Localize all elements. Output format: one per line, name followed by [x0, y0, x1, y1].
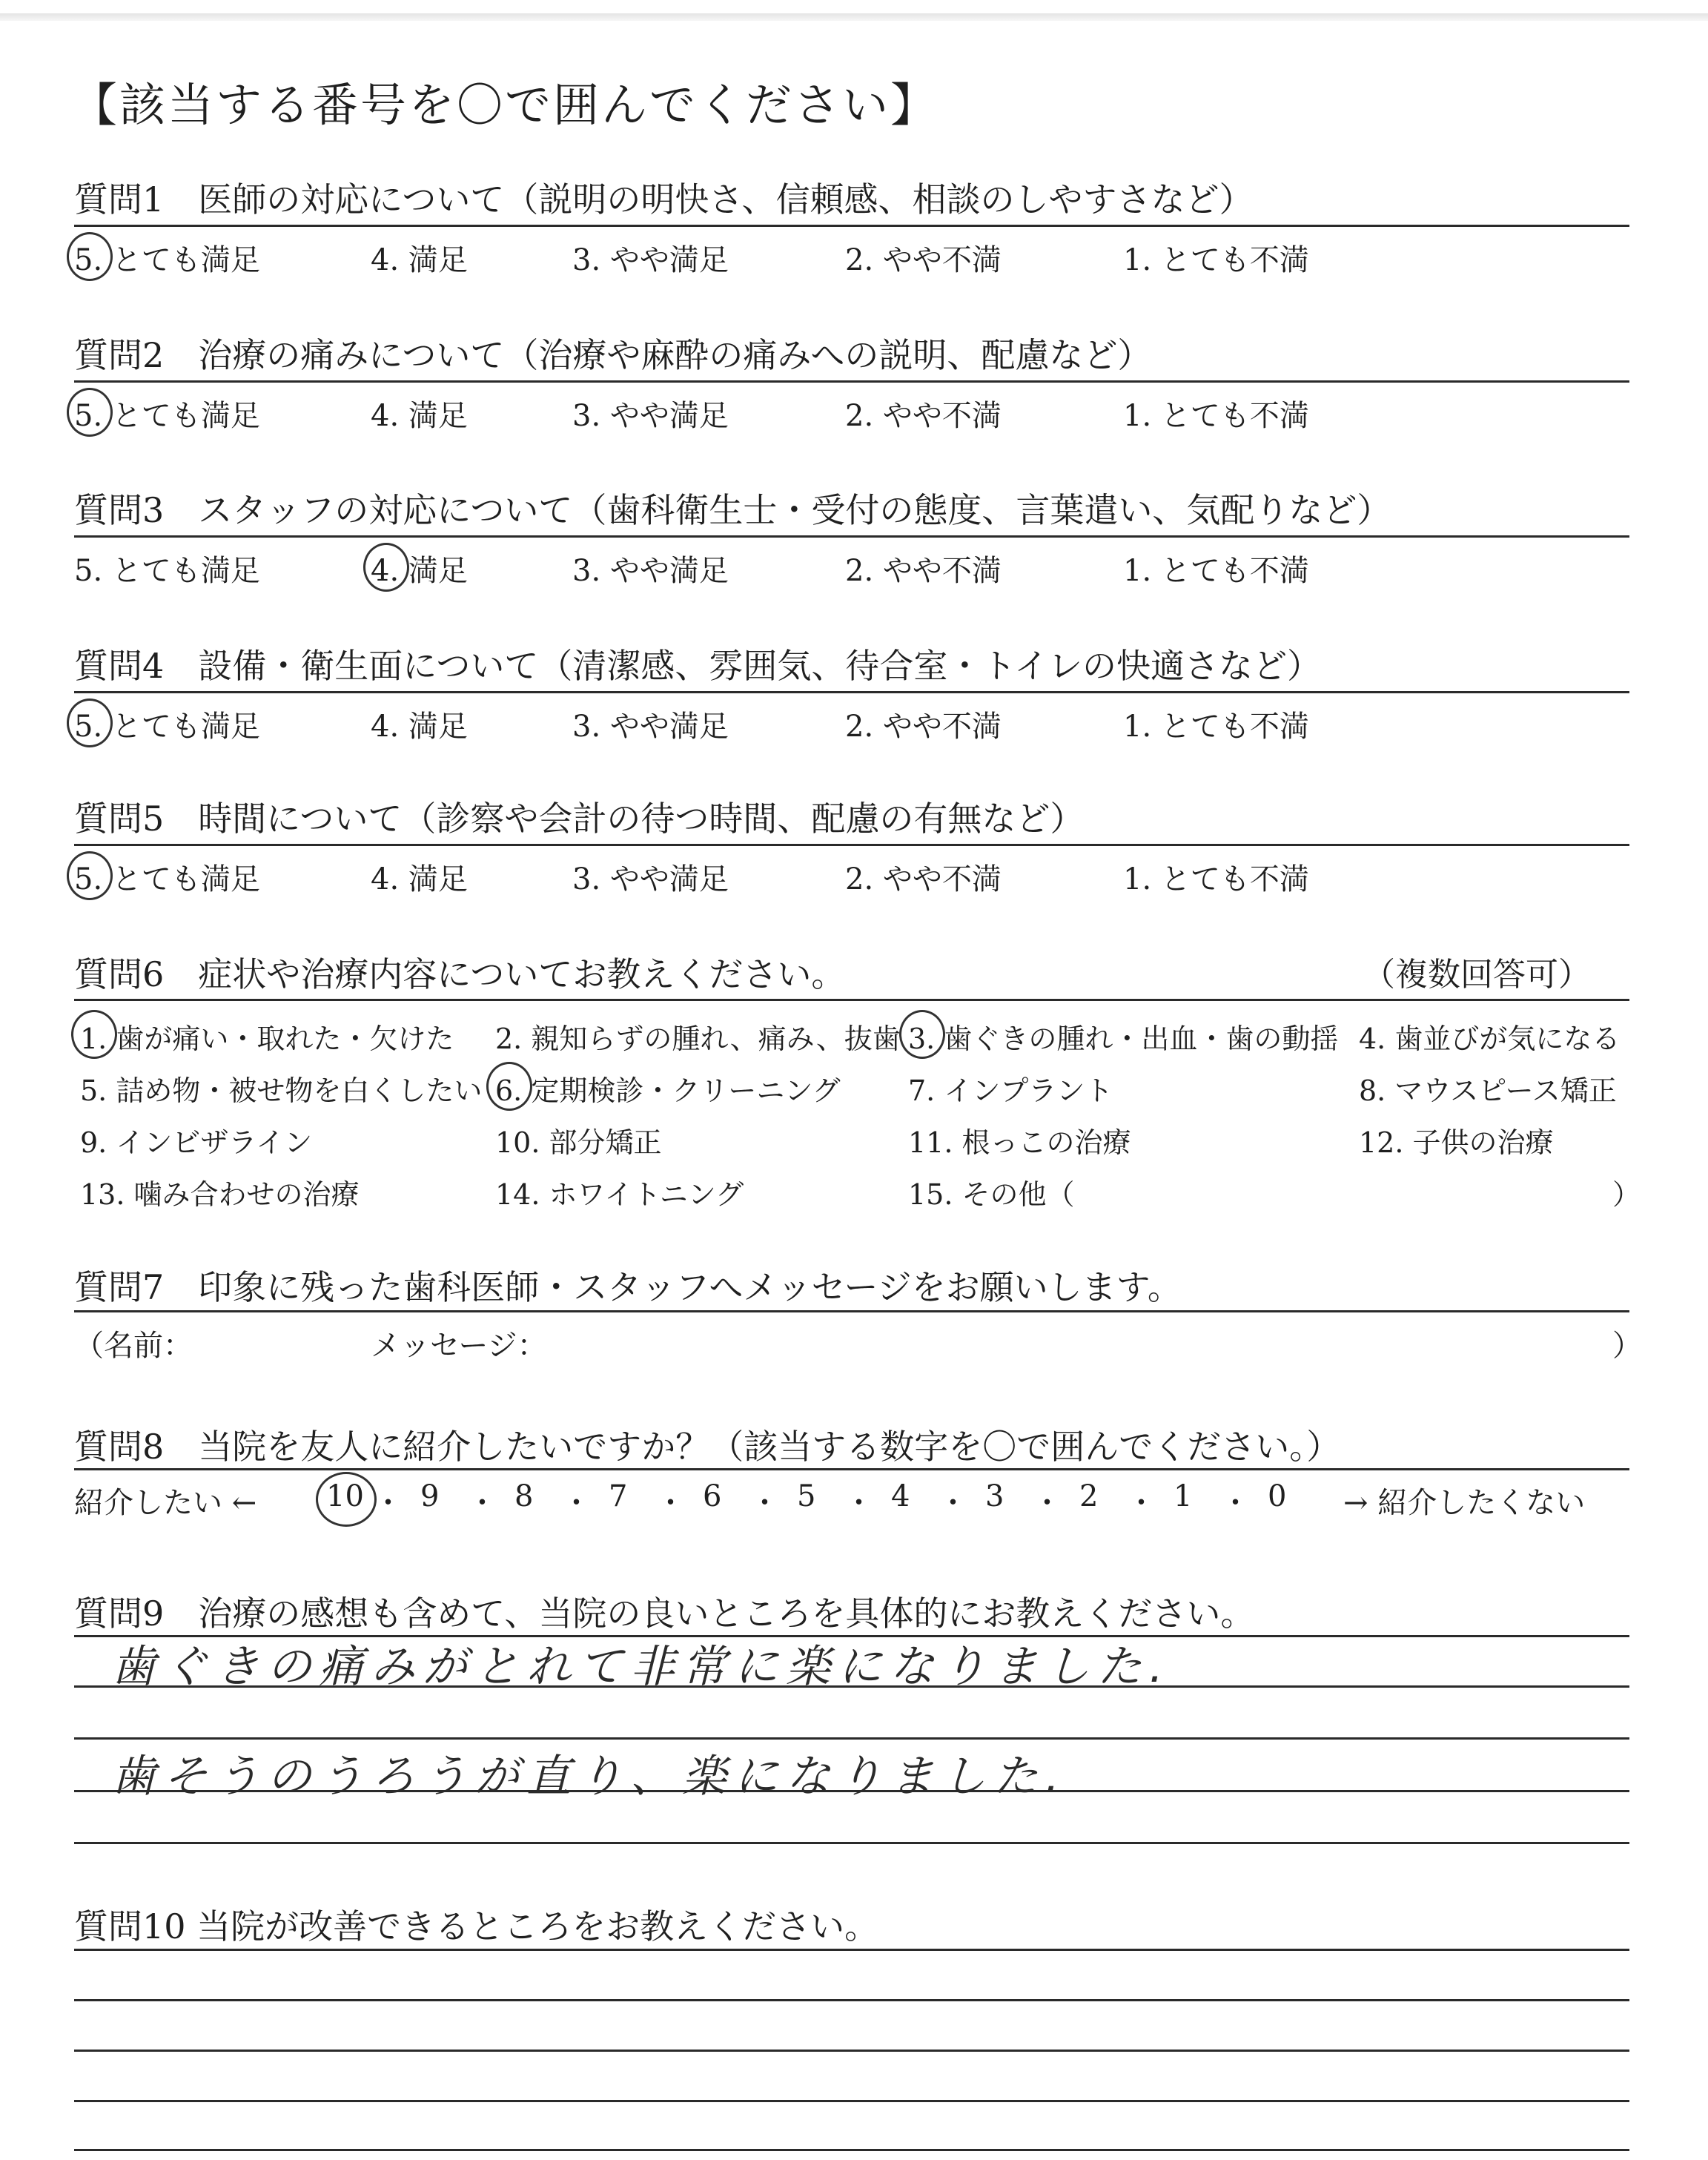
q3-option-5: 5. とても満足 [74, 554, 260, 588]
q2-option-3: 3. やや満足 [572, 399, 729, 433]
q9-answer-line-1: 歯ぐきの痛みがとれて非常に楽になりました. [111, 1641, 1171, 1693]
q8-scale-dot: ・ [1032, 1486, 1062, 1520]
q7-message-label: メッセージ： [371, 1329, 547, 1363]
q1-option-3: 3. やや満足 [572, 243, 729, 277]
q7-rule [74, 1310, 1629, 1312]
q2-option-2: 2. やや不満 [845, 399, 1002, 433]
q5-option-3: 3. やや満足 [572, 862, 729, 896]
q6-option-13: 13. 噛み合わせの治療 [80, 1178, 360, 1211]
q6-selected-circle-1 [71, 1010, 117, 1059]
q8-scale-6: 6 [703, 1479, 722, 1513]
q6-option-15: 15. その他（ [908, 1178, 1075, 1211]
q8-scale-5: 5 [797, 1479, 816, 1513]
q3-option-1: 1. とても不満 [1123, 554, 1309, 588]
q3-title: 質問3 スタッフの対応について（歯科衛生士・受付の態度、言葉遣い、気配りなど） [74, 490, 1391, 530]
q6-selected-circle-3 [899, 1010, 945, 1059]
q10-rule-2 [74, 1999, 1629, 2001]
q3-option-3: 3. やや満足 [572, 554, 729, 588]
q8-scale-7: 7 [609, 1479, 628, 1513]
q5-rule [74, 844, 1629, 846]
q6-option-3: 3. 歯ぐきの腫れ・出血・歯の動揺 [908, 1023, 1339, 1055]
q8-scale-dot: ・ [938, 1486, 968, 1520]
q8-right-label: → 紹介したくない [1343, 1486, 1586, 1520]
q8-scale-0: 0 [1268, 1479, 1287, 1513]
q8-rule [74, 1468, 1629, 1470]
q6-option-4: 4. 歯並びが気になる [1359, 1023, 1621, 1055]
q8-scale-dot: ・ [561, 1486, 592, 1520]
q3-rule [74, 535, 1629, 538]
q4-title: 質問4 設備・衛生面について（清潔感、雰囲気、待合室・トイレの快適さなど） [74, 646, 1322, 686]
q8-scale-4: 4 [891, 1479, 910, 1513]
q2-title: 質問2 治療の痛みについて（治療や麻酔の痛みへの説明、配慮など） [74, 335, 1152, 375]
q6-option-16: ） [1612, 1178, 1641, 1211]
q4-rule [74, 691, 1629, 693]
q8-scale-dot: ・ [1220, 1486, 1251, 1520]
q6-selected-circle-6 [486, 1062, 532, 1111]
q8-scale-2: 2 [1079, 1479, 1099, 1513]
q10-title: 質問10 当院が改善できるところをお教えください。 [74, 1906, 879, 1946]
q6-option-9: 9. インビザライン [80, 1126, 313, 1159]
q8-scale-10: 10 [326, 1479, 364, 1513]
q4-option-2: 2. やや不満 [845, 710, 1002, 744]
q8-scale-dot: ・ [749, 1486, 780, 1520]
scan-edge [0, 13, 1708, 21]
q1-title: 質問1 医師の対応について（説明の明快さ、信頼感、相談のしやすさなど） [74, 179, 1254, 219]
q6-option-11: 11. 根っこの治療 [908, 1126, 1131, 1159]
q5-title: 質問5 時間について（診察や会計の待つ時間、配慮の有無など） [74, 799, 1085, 839]
q1-option-1: 1. とても不満 [1123, 243, 1309, 277]
q3-option-4: 4. 満足 [371, 554, 468, 588]
q4-option-5: 5. とても満足 [74, 710, 260, 744]
page-title: 【該当する番号を〇で囲んでください】 [71, 78, 939, 132]
q6-title: 質問6 症状や治療内容についてお教えください。 [74, 954, 846, 994]
q2-option-4: 4. 満足 [371, 399, 468, 433]
q3-selected-circle [363, 543, 409, 592]
q1-option-2: 2. やや不満 [845, 243, 1002, 277]
q4-option-4: 4. 満足 [371, 710, 468, 744]
q5-option-2: 2. やや不満 [845, 862, 1002, 896]
q8-scale-8: 8 [514, 1479, 534, 1513]
q1-option-4: 4. 満足 [371, 243, 468, 277]
q5-selected-circle [67, 851, 113, 900]
q10-rule-5 [74, 2149, 1629, 2151]
q8-scale-dot: ・ [467, 1486, 497, 1520]
q4-option-3: 3. やや満足 [572, 710, 729, 744]
q9-title: 質問9 治療の感想も含めて、当院の良いところを具体的にお教えください。 [74, 1593, 1255, 1634]
q6-option-5: 5. 詰め物・被せ物を白くしたい [80, 1074, 483, 1107]
q10-rule-4 [74, 2100, 1629, 2102]
q8-scale-3: 3 [985, 1479, 1004, 1513]
q8-title: 質問8 当院を友人に紹介したいですか？（該当する数字を〇で囲んでください。） [74, 1427, 1341, 1467]
q6-option-10: 10. 部分矯正 [495, 1126, 662, 1159]
q8-left-label: 紹介したい ← [74, 1486, 257, 1520]
q4-option-1: 1. とても不満 [1123, 710, 1309, 744]
q6-option-8: 8. マウスピース矯正 [1359, 1074, 1617, 1107]
q9-answer-line-2: 歯そうのうろうが直り、楽になりました. [111, 1751, 1068, 1803]
q6-option-2: 2. 親知らずの腫れ、痛み、抜歯 [495, 1023, 901, 1055]
q10-rule-3 [74, 2050, 1629, 2052]
q6-note: （複数回答可） [1363, 956, 1591, 994]
q1-rule [74, 225, 1629, 227]
q1-selected-circle [67, 232, 113, 281]
q8-scale-dot: ・ [655, 1486, 686, 1520]
q8-selected-circle [316, 1472, 377, 1527]
q5-option-4: 4. 満足 [371, 862, 468, 896]
q2-option-5: 5. とても満足 [74, 399, 260, 433]
q8-scale-1: 1 [1174, 1479, 1193, 1513]
q6-option-14: 14. ホワイトニング [495, 1178, 744, 1211]
q7-close-paren: ） [1612, 1329, 1642, 1363]
q6-rule [74, 999, 1629, 1001]
q2-selected-circle [67, 388, 113, 437]
q8-scale-dot: ・ [1126, 1486, 1156, 1520]
q7-title: 質問7 印象に残った歯科医師・スタッフへメッセージをお願いします。 [74, 1267, 1182, 1307]
q10-rule-1 [74, 1949, 1629, 1951]
q1-option-5: 5. とても満足 [74, 243, 260, 277]
q6-option-7: 7. インプラント [908, 1074, 1113, 1107]
q6-option-1: 1. 歯が痛い・取れた・欠けた [80, 1023, 454, 1055]
q6-option-12: 12. 子供の治療 [1359, 1126, 1554, 1159]
q3-option-2: 2. やや不満 [845, 554, 1002, 588]
q4-selected-circle [67, 698, 113, 747]
q9-rule-5 [74, 1842, 1629, 1844]
q9-rule-3 [74, 1737, 1629, 1740]
q7-name-label: （名前： [74, 1329, 193, 1363]
q5-option-1: 1. とても不満 [1123, 862, 1309, 896]
q6-option-6: 6. 定期検診・クリーニング [495, 1074, 841, 1107]
q2-option-1: 1. とても不満 [1123, 399, 1309, 433]
q8-scale-9: 9 [420, 1479, 440, 1513]
q8-scale-dot: ・ [373, 1486, 403, 1520]
q8-scale-dot: ・ [844, 1486, 874, 1520]
q2-rule [74, 380, 1629, 383]
q5-option-5: 5. とても満足 [74, 862, 260, 896]
